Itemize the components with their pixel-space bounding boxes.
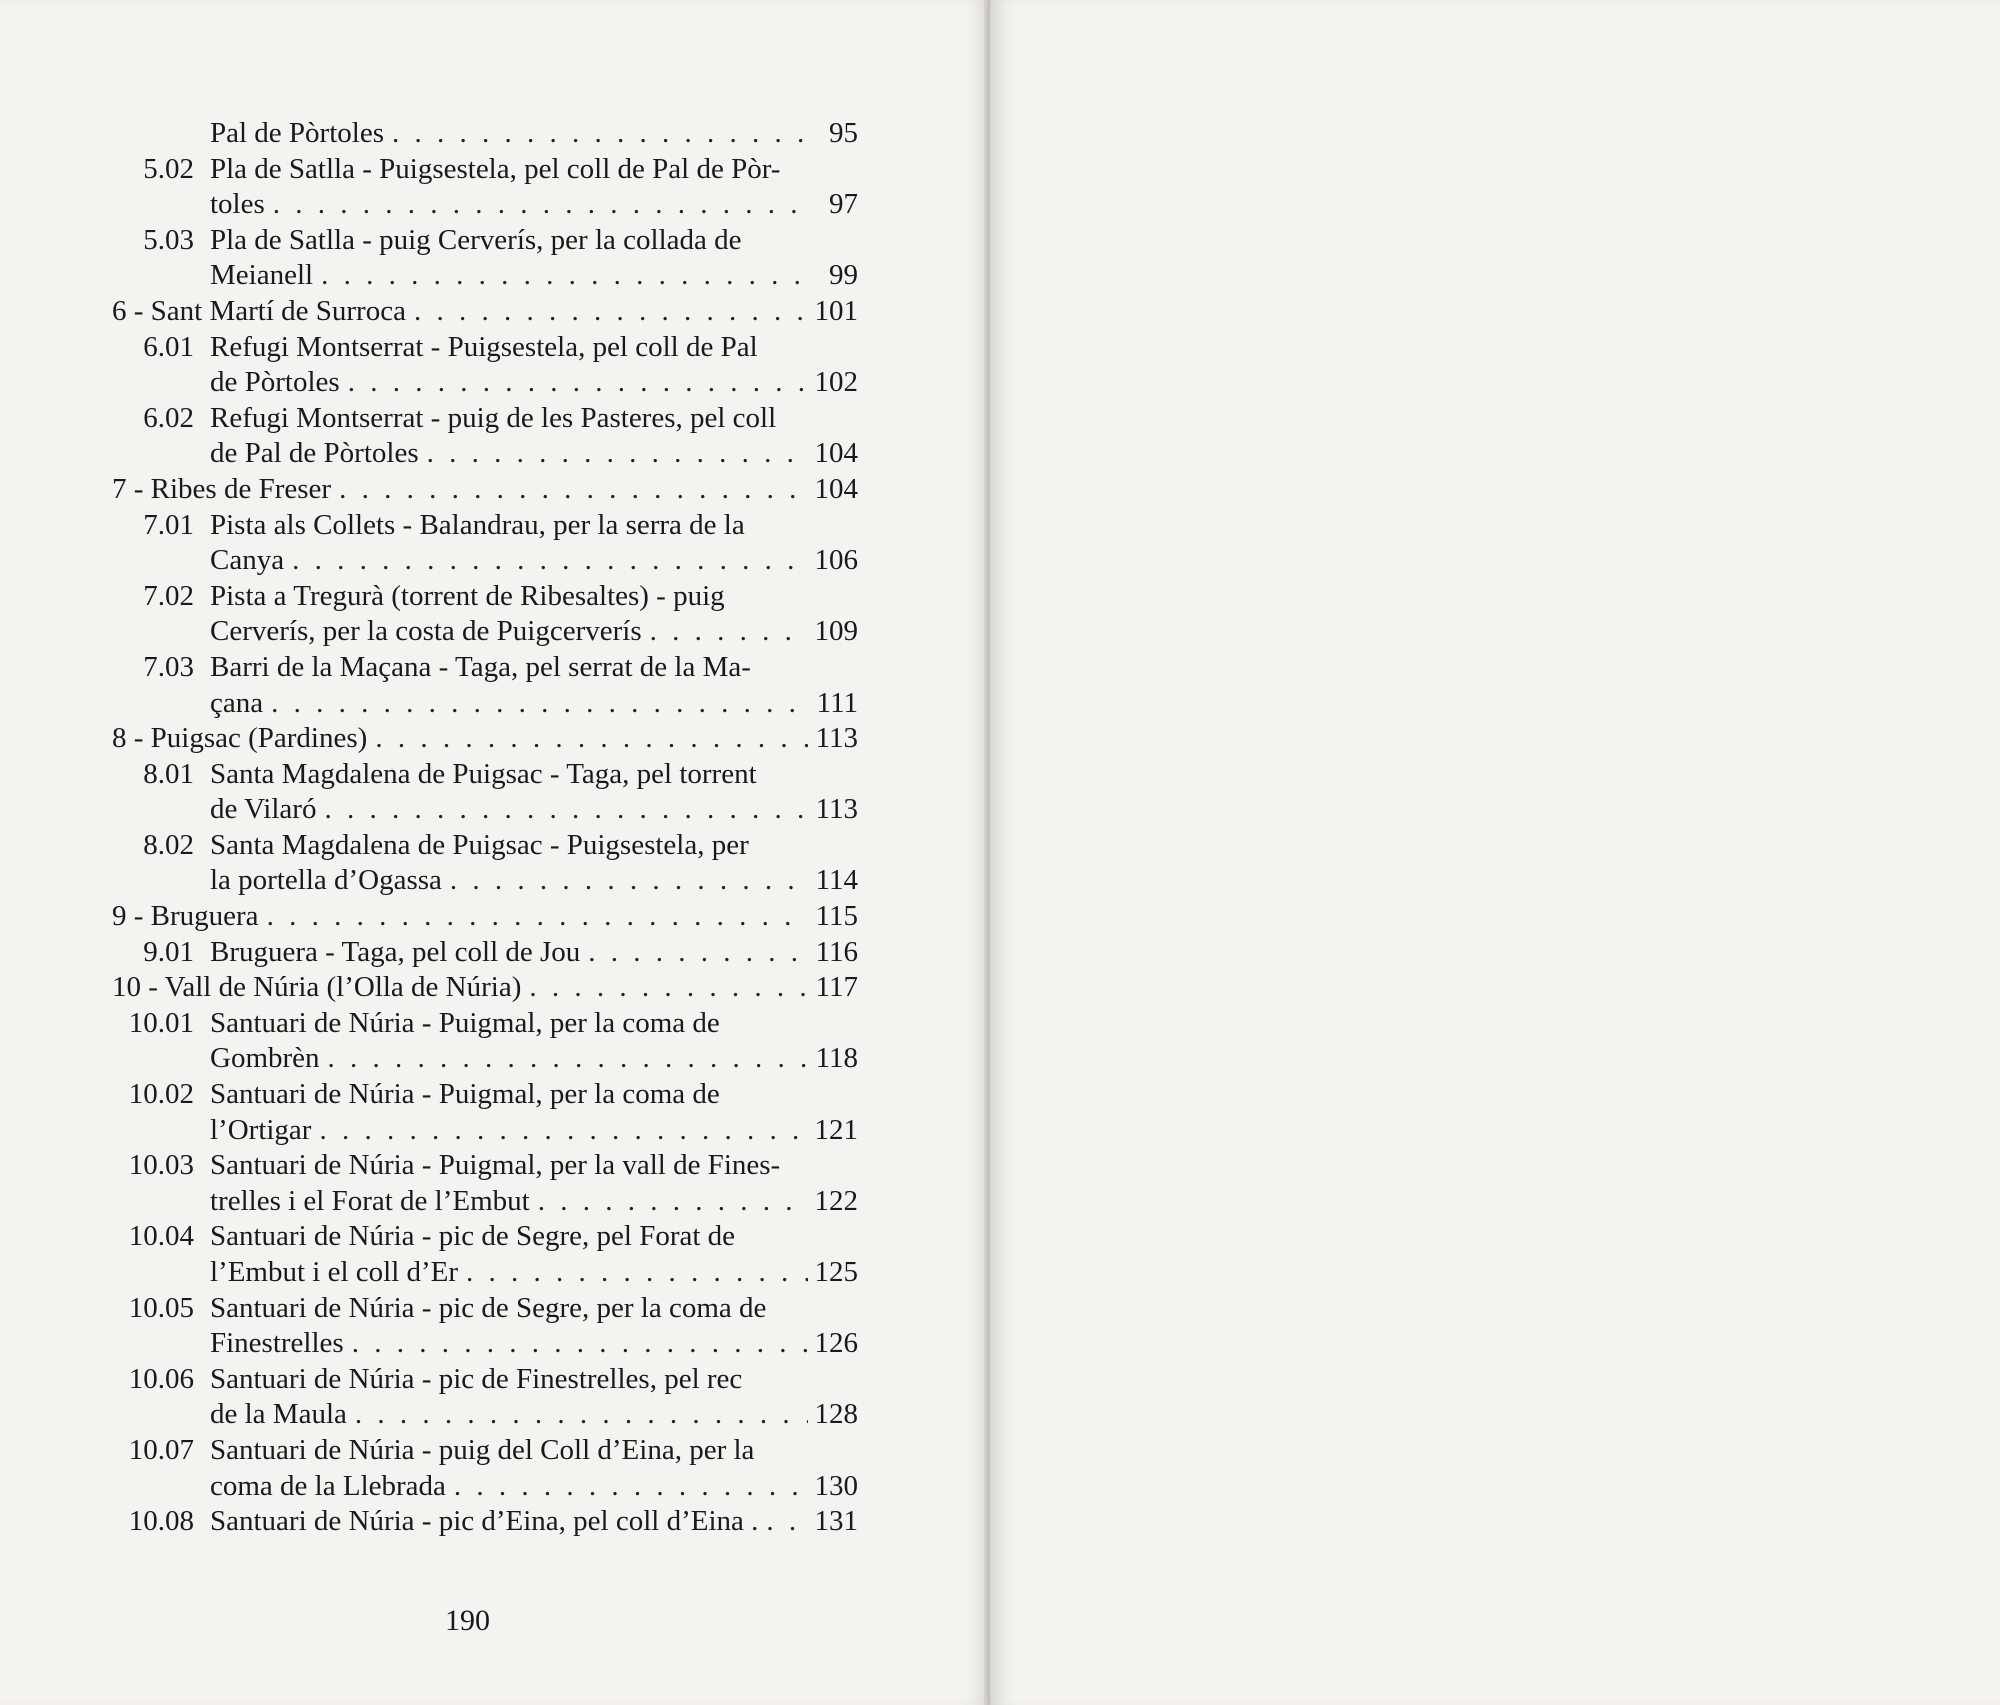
toc-entry-page: 114 xyxy=(815,864,858,897)
toc-section-title: 9 - Bruguera xyxy=(112,900,259,933)
toc-entry xyxy=(112,650,858,721)
toc-entry-page: 131 xyxy=(814,1505,858,1538)
toc-entry-page: 125 xyxy=(814,1256,858,1288)
toc-entry-number: 10.08 xyxy=(128,1505,194,1538)
toc-entry-title-line: Santuari de Núria - pic d’Eina, pel coll d’Eina . xyxy=(210,1505,759,1538)
toc-section-title: 8 - Puigsac (Pardines) xyxy=(112,722,368,755)
dot-leader xyxy=(263,686,808,722)
dot-leader xyxy=(284,543,808,579)
toc-entry-number: 9.01 xyxy=(143,935,194,968)
toc-entry xyxy=(112,508,858,579)
toc-entry-title-line: Meianell xyxy=(210,259,314,292)
toc-section-title: 10 - Vall de Núria (l’Olla de Núria) xyxy=(112,971,522,1004)
toc-entry-page: 99 xyxy=(829,259,858,292)
toc-entry-title-line: de la Maula xyxy=(210,1398,347,1431)
toc-entry-number: 10.05 xyxy=(128,1291,194,1324)
toc-entry-page: 102 xyxy=(814,366,858,399)
toc-entry-title-line: Pla de Satlla - Puigsestela, pel coll de Pal de Pòr- xyxy=(210,152,781,185)
toc-entry xyxy=(112,330,858,401)
toc-entry xyxy=(112,1148,858,1219)
toc-entry xyxy=(112,828,858,899)
toc-entry-title-line: Pista als Collets - Balandrau, per la serra de la xyxy=(210,508,745,541)
toc-entry-title-line: Pista a Tregurà (torrent de Ribesaltes) - puig xyxy=(210,579,725,612)
toc-entry-title-line: de Pal de Pòrtoles xyxy=(210,437,419,470)
toc-entry xyxy=(112,970,858,1006)
toc-entry-title-line: Santuari de Núria - pic de Segre, pel Forat de xyxy=(210,1220,736,1253)
toc-entry-number: 7.02 xyxy=(143,579,194,612)
toc-entry-title-line: Santuari de Núria - Puigmal, per la vall de Fines- xyxy=(210,1149,781,1182)
toc-entry-page: 101 xyxy=(814,294,858,327)
table-of-contents-left xyxy=(112,116,858,1540)
page-number-left: 190 xyxy=(445,1604,490,1637)
dot-leader xyxy=(311,1113,808,1149)
toc-entry-number: 10.06 xyxy=(128,1362,194,1395)
toc-entry xyxy=(112,1006,858,1077)
toc-entry-title-line: Santa Magdalena de Puigsac - Puigsestela, per xyxy=(210,828,749,861)
dot-leader xyxy=(458,1255,808,1291)
toc-entry-page: 106 xyxy=(814,544,858,577)
right-page xyxy=(990,0,2000,1705)
dot-leader xyxy=(521,970,808,1006)
dot-leader xyxy=(419,436,808,472)
toc-entry-number: 10.02 xyxy=(128,1078,194,1111)
dot-leader xyxy=(347,1397,808,1433)
toc-entry-page: 113 xyxy=(815,793,858,826)
toc-entry-title-line: Bruguera - Taga, pel coll de Jou xyxy=(210,935,581,968)
toc-entry-number: 10.01 xyxy=(128,1006,194,1039)
toc-entry-page: 111 xyxy=(816,686,858,719)
toc-entry-page: 126 xyxy=(814,1327,858,1360)
toc-entry-number: 10.07 xyxy=(128,1433,194,1466)
toc-entry xyxy=(112,1291,858,1362)
toc-entry-page: 117 xyxy=(815,971,858,1004)
toc-section-title: 7 - Ribes de Freser xyxy=(112,472,332,505)
dot-leader xyxy=(758,1504,808,1540)
toc-entry-page: 118 xyxy=(815,1042,858,1075)
toc-entry-page: 122 xyxy=(814,1184,858,1217)
toc-entry xyxy=(112,116,858,152)
toc-entry-number: 6.02 xyxy=(143,401,194,434)
toc-entry-page: 115 xyxy=(815,900,858,933)
toc-entry-title-line: Pal de Pòrtoles xyxy=(210,117,384,149)
toc-entry-title-line: toles xyxy=(210,188,265,221)
toc-entry-title-line: l’Ortigar xyxy=(210,1113,312,1146)
toc-entry xyxy=(112,1362,858,1433)
dot-leader xyxy=(331,472,808,508)
toc-entry-number: 5.02 xyxy=(143,152,194,185)
toc-entry-title-line: de Vilaró xyxy=(210,793,317,826)
toc-entry-title-line: trelles i el Forat de l’Embut xyxy=(210,1184,530,1217)
toc-entry-title-line: la portella d’Ogassa xyxy=(210,864,442,897)
toc-entry xyxy=(112,223,858,294)
dot-leader xyxy=(320,1041,808,1077)
left-page xyxy=(0,0,990,1705)
toc-entry-page: 128 xyxy=(814,1398,858,1431)
toc-section-title: 6 - Sant Martí de Surroca xyxy=(112,294,406,327)
toc-entry-page: 97 xyxy=(829,188,858,221)
toc-entry-title-line: çana xyxy=(210,686,264,719)
toc-entry-number: 6.01 xyxy=(143,330,194,363)
toc-entry-page: 116 xyxy=(815,935,858,968)
toc-entry xyxy=(112,472,858,508)
toc-entry-page: 121 xyxy=(814,1113,858,1146)
dot-leader xyxy=(446,1469,808,1505)
toc-entry-title-line: de Pòrtoles xyxy=(210,366,340,399)
toc-entry-number: 7.03 xyxy=(143,650,194,683)
dot-leader xyxy=(406,294,808,330)
toc-entry xyxy=(112,899,858,935)
dot-leader xyxy=(259,899,808,935)
toc-entry-title-line: l’Embut i el coll d’Er xyxy=(210,1256,459,1288)
toc-entry-number: 8.02 xyxy=(143,828,194,861)
toc-entry-page: 109 xyxy=(814,615,858,648)
dot-leader xyxy=(642,614,808,650)
toc-entry-title-line: Santuari de Núria - pic de Segre, per la coma de xyxy=(210,1291,767,1324)
toc-entry-number: 8.01 xyxy=(143,757,194,790)
toc-entry-title-line: Refugi Montserrat - puig de les Pasteres, pel coll xyxy=(210,401,777,434)
dot-leader xyxy=(265,187,808,223)
dot-leader xyxy=(367,721,808,757)
toc-entry-title-line: Cerverís, per la costa de Puigcerverís xyxy=(210,615,642,648)
toc-entry xyxy=(112,935,858,971)
dot-leader xyxy=(530,1184,808,1220)
toc-entry-title-line: Santuari de Núria - Puigmal, per la coma de xyxy=(210,1006,720,1039)
dot-leader xyxy=(580,935,808,971)
toc-entry-page: 130 xyxy=(814,1469,858,1502)
dot-leader xyxy=(442,863,808,899)
toc-entry-page: 104 xyxy=(814,472,858,505)
toc-entry-title-line: Pla de Satlla - puig Cerverís, per la collada de xyxy=(210,223,742,256)
dot-leader xyxy=(340,365,808,401)
toc-entry-title-line: Santa Magdalena de Puigsac - Taga, pel torrent xyxy=(210,757,757,790)
toc-entry-title-line: Canya xyxy=(210,544,285,577)
toc-entry-title-line: Santuari de Núria - puig del Coll d’Eina, per la xyxy=(210,1433,755,1466)
toc-entry-title-line: coma de la Llebrada xyxy=(210,1469,446,1502)
toc-entry-number: 10.03 xyxy=(128,1149,194,1182)
toc-entry xyxy=(112,401,858,472)
dot-leader xyxy=(316,792,808,828)
toc-entry xyxy=(112,579,858,650)
toc-entry-number: 5.03 xyxy=(143,223,194,256)
toc-entry-title-line: Santuari de Núria - pic de Finestrelles, pel rec xyxy=(210,1362,743,1395)
toc-entry-page: 104 xyxy=(814,437,858,470)
toc-entry-number: 10.04 xyxy=(128,1220,194,1253)
toc-entry xyxy=(112,1219,858,1290)
dot-leader xyxy=(384,116,808,152)
toc-entry-title-line: Santuari de Núria - Puigmal, per la coma de xyxy=(210,1078,720,1111)
toc-entry-number: 7.01 xyxy=(143,508,194,541)
toc-entry-title-line: Gombrèn xyxy=(210,1042,320,1075)
dot-leader xyxy=(344,1326,808,1362)
toc-entry xyxy=(112,294,858,330)
dot-leader xyxy=(313,258,808,294)
toc-entry xyxy=(112,152,858,223)
toc-entry-page: 95 xyxy=(829,117,858,149)
toc-entry-title-line: Barri de la Maçana - Taga, pel serrat de la Ma- xyxy=(210,650,751,683)
toc-entry xyxy=(112,1504,858,1540)
toc-entry-title-line: Finestrelles xyxy=(210,1327,344,1360)
toc-entry xyxy=(112,721,858,757)
toc-entry-title-line: Refugi Montserrat - Puigsestela, pel coll de Pal xyxy=(210,330,758,363)
toc-entry-page: 113 xyxy=(815,722,858,755)
toc-entry xyxy=(112,757,858,828)
toc-entry xyxy=(112,1077,858,1148)
toc-entry xyxy=(112,1433,858,1504)
